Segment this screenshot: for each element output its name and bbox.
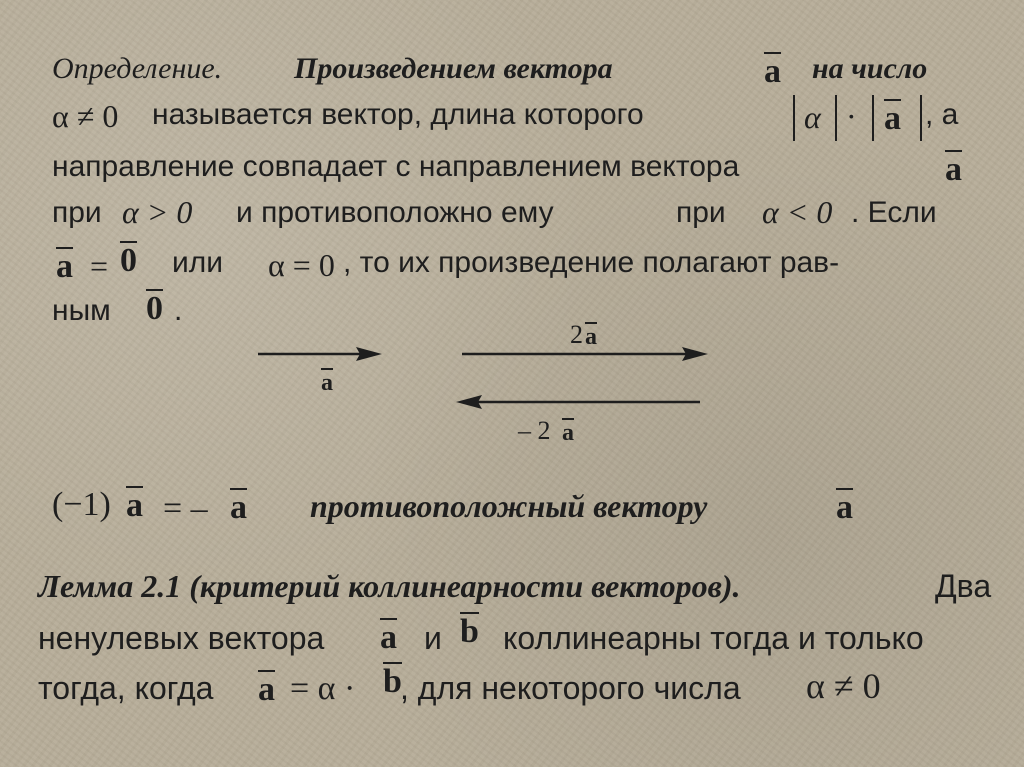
vector-a: a: [126, 487, 143, 524]
vector-a: a: [945, 151, 962, 188]
dot-symbol: ·: [846, 98, 857, 134]
line6-text: ным: [52, 294, 111, 327]
comma-a-text: , а: [925, 98, 959, 131]
called-text: называется вектор, длина которого: [152, 98, 644, 131]
esli-text: . Если: [851, 196, 937, 229]
lemma-title: Лемма 2.1 (критерий коллинеарности векторов).: [38, 568, 741, 604]
pri-text: при: [52, 196, 102, 229]
period: .: [174, 294, 183, 327]
lemma-line2-tail: коллинеарны тогда и только: [503, 620, 924, 656]
lemma-line3: тогда, когда: [38, 670, 214, 706]
opposite-vector-text: противоположный вектору: [310, 488, 708, 524]
definition-label: Определение.: [52, 52, 223, 85]
lemma-alpha-not-zero: α ≠ 0: [806, 666, 881, 706]
equals-minus: = –: [163, 490, 208, 527]
vector-a: a: [258, 671, 275, 708]
vector-a-label: a: [585, 324, 597, 350]
alpha-symbol: α: [804, 99, 821, 135]
then-text: , то их произведение полагают рав-: [343, 246, 840, 279]
vector-a: a: [230, 489, 247, 526]
and-text: и: [424, 620, 442, 656]
zero-vector: 0: [120, 242, 137, 279]
pri-text: при: [676, 196, 726, 229]
vector-a: a: [56, 248, 73, 285]
equals-sign: =: [90, 248, 109, 284]
alpha-greater-zero: α > 0: [122, 194, 193, 230]
opposite-text: и противоположно ему: [236, 196, 554, 229]
lemma-line2: ненулевых вектора: [38, 620, 325, 656]
equals-alpha-dot: = α ·: [290, 670, 356, 707]
vector-b: b: [383, 663, 402, 700]
vector-a-label: a: [321, 370, 333, 396]
minus-two-label: – 2: [518, 416, 551, 445]
on-number-text: на число: [812, 52, 928, 85]
vector-a: a: [884, 100, 901, 137]
vector-a: a: [836, 489, 853, 526]
lemma-two: Два: [935, 568, 992, 604]
minus-one: (−1): [52, 486, 111, 523]
alpha-not-zero: α ≠ 0: [52, 98, 119, 134]
definition-bold-phrase: Произведением вектора: [294, 52, 613, 85]
vector-a-label: a: [562, 420, 574, 446]
or-text: или: [172, 246, 224, 279]
vector-b: b: [460, 613, 479, 650]
zero-vector: 0: [146, 290, 163, 327]
alpha-equals-zero: α = 0: [268, 247, 335, 283]
alpha-less-zero: α < 0: [762, 194, 833, 230]
direction-text: направление совпадает с направлением вектора: [52, 150, 740, 183]
two-label: 2: [570, 320, 583, 349]
vector-a: a: [380, 619, 397, 656]
vector-a: a: [764, 53, 781, 90]
lemma-line3-tail: , для некоторого числа: [400, 670, 741, 706]
